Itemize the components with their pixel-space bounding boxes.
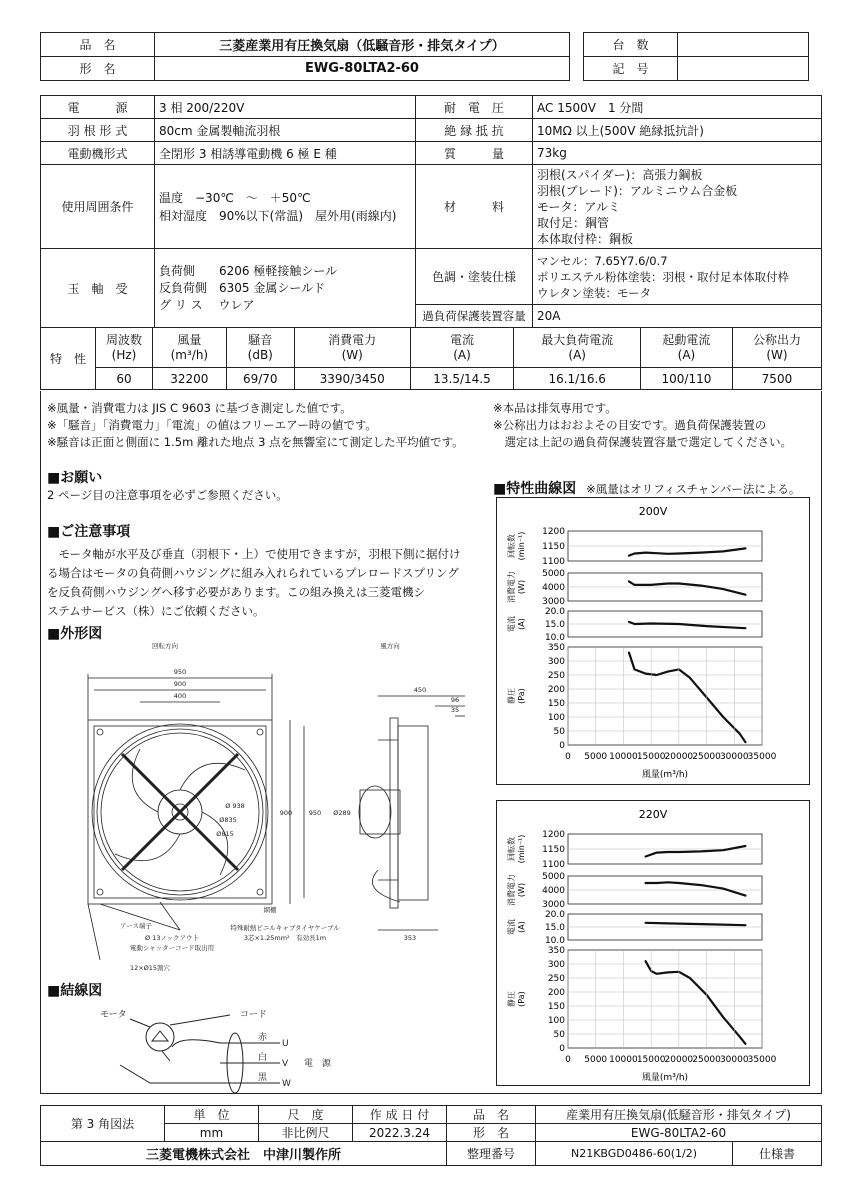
spec-label: 玉 軸 受 — [41, 249, 155, 328]
katamei-value: EWG-80LTA2-60 — [155, 57, 570, 81]
shakudo-label: 尺 度 — [259, 1106, 353, 1124]
x-tick-label: 35000 — [747, 1055, 777, 1065]
y-tick-label: 100 — [547, 1016, 565, 1026]
header-unit: (A) — [453, 347, 471, 362]
y-axis-label: 静圧 — [507, 991, 516, 1007]
y-tick-label: 1150 — [542, 542, 565, 552]
wire-color: 白 — [258, 1053, 268, 1063]
dim-label: 950 — [173, 668, 187, 676]
katamei-label: 形 名 — [41, 57, 155, 81]
y-tick-label: 4000 — [542, 886, 565, 896]
note-line: ※騒音は正面と側面に 1.5m 離れた地点 3 点を無響室にて測定した平均値です。 — [47, 435, 464, 449]
spec-value: 20A — [533, 305, 822, 328]
note-label: Ø 13ノックアウト — [145, 934, 199, 942]
chart-200v — [496, 497, 810, 785]
tokusei-header — [410, 328, 514, 368]
gaikei-title: ■外形図 — [47, 626, 103, 642]
x-tick-label: 5000 — [584, 1055, 608, 1065]
seiri-value: N21KBGD0486-60(1/2) — [536, 1142, 733, 1166]
series-line — [629, 622, 745, 628]
y-tick-label: 150 — [547, 1002, 565, 1012]
tokusei-value: 60 — [96, 368, 153, 390]
zairyo-line: 羽根(スパイダー)：高張力鋼板 — [537, 167, 703, 182]
shikicho-value — [533, 249, 822, 305]
dim-label: Ø 938 — [225, 802, 245, 810]
y-axis-unit: (Pa) — [517, 688, 526, 704]
y-tick-label: 200 — [547, 988, 565, 998]
note-label: アース端子 — [120, 922, 152, 930]
zairyo-line: モータ：アルミ — [537, 199, 621, 214]
chui-title: ■ご注意事項 — [47, 524, 131, 540]
shikicho-line: ポリエステル粉体塗装：羽根・取付足本体取付枠 — [537, 269, 789, 284]
header-text: 電流 — [449, 332, 474, 347]
header-text: 最大負荷電流 — [541, 332, 614, 347]
katamei-value: EWG-80LTA2-60 — [536, 1124, 822, 1142]
x-tick-label: 25000 — [692, 1055, 721, 1065]
daisu-value — [678, 33, 809, 57]
onegai-text: 2 ページ目の注意事項を必ずご参照ください。 — [47, 488, 288, 502]
wire-color: 黒 — [258, 1073, 268, 1083]
panel-frame — [568, 950, 762, 1048]
rotation-label: 回転方向 — [152, 642, 178, 650]
tokusei-value: 7500 — [732, 368, 821, 390]
sakusei-value: 2022.3.24 — [353, 1124, 447, 1142]
kessen-diagram — [90, 1005, 350, 1093]
y-axis-unit: (W) — [517, 579, 526, 595]
shiyo-value — [155, 165, 416, 249]
y-tick-label: 15.0 — [544, 620, 565, 630]
series-line — [646, 923, 746, 925]
y-tick-label: 250 — [547, 671, 565, 681]
footer-table — [40, 1105, 822, 1166]
header-unit: (dB) — [247, 347, 273, 362]
series-line — [646, 882, 746, 895]
phase-label: W — [282, 1079, 291, 1089]
y-axis-label: 電流 — [507, 919, 516, 935]
dim-label: 950 — [308, 809, 322, 817]
chui-line: ステムサービス（株）にご依頼ください。 — [47, 604, 265, 618]
spec-label: 質 量 — [416, 142, 533, 165]
dim-label: 400 — [173, 692, 187, 700]
x-tick-label: 30000 — [719, 1055, 749, 1065]
series-line — [646, 961, 746, 1044]
zairyo-line: 取付足：鋼管 — [537, 215, 610, 230]
y-tick-label: 15.0 — [544, 923, 565, 933]
header-unit: (A) — [568, 347, 586, 362]
y-tick-label: 1100 — [542, 557, 565, 567]
shikicho-line: マンセル：7.65Y7.6/0.7 — [537, 253, 668, 268]
header-text: 公称出力 — [752, 332, 801, 347]
zairyo-value — [533, 165, 822, 249]
chart-title: 220V — [638, 808, 668, 821]
tokusei-header — [153, 328, 227, 368]
tokusei-header — [226, 328, 294, 368]
dim-label: 353 — [403, 934, 417, 942]
spec-label: 過負荷保護装置容量 — [416, 305, 533, 328]
y-tick-label: 350 — [547, 946, 565, 956]
x-axis-label: 風量(m³/h) — [641, 770, 689, 780]
spec-label: 材 料 — [416, 165, 533, 249]
spec-value: 80cm 金属製軸流羽根 — [155, 119, 416, 142]
y-tick-label: 3000 — [542, 900, 565, 910]
spec-value: 73kg — [533, 142, 822, 165]
y-axis-unit: (A) — [517, 618, 526, 630]
x-tick-label: 20000 — [664, 752, 694, 762]
tokusei-value: 13.5/14.5 — [410, 368, 514, 390]
header-unit: (W) — [766, 347, 788, 362]
dim-label: 35 — [450, 706, 460, 714]
header-text: 消費電力 — [328, 332, 377, 347]
y-tick-label: 1200 — [542, 527, 565, 537]
hinmei-label: 品 名 — [41, 33, 155, 57]
hinmei-label: 品 名 — [447, 1106, 536, 1124]
sakusei-label: 作 成 日 付 — [353, 1106, 447, 1124]
y-axis-label: 回転数 — [507, 534, 516, 558]
tokusei-value: 32200 — [153, 368, 227, 390]
spec-value: 10MΩ 以上(500V 絶縁抵抗計) — [533, 119, 822, 142]
dim-label: 900 — [173, 680, 187, 688]
tokusei-heading — [493, 478, 800, 498]
kessen-title: ■結線図 — [47, 983, 103, 999]
note-line: ※「騒音」「消費電力」「電流」の値はフリーエアー時の値です。 — [47, 418, 377, 432]
header-table — [40, 32, 570, 81]
y-tick-label: 200 — [547, 685, 565, 695]
y-axis-label: 消費電力 — [507, 874, 516, 906]
x-tick-label: 10000 — [609, 1055, 638, 1065]
note-label: 電動シャッターコード取出用 — [129, 944, 215, 952]
y-tick-label: 0 — [559, 741, 565, 751]
note-line: ※公称出力はおおよその目安です。過負荷保護装置の — [493, 418, 767, 432]
jiku-line: 反負荷側 6305 金属シールド — [159, 280, 326, 295]
note-line: ※本品は排気専用です。 — [493, 401, 617, 415]
y-axis-label: 消費電力 — [507, 571, 516, 603]
dim-label: 900 — [279, 809, 293, 817]
tokusei-value: 69/70 — [226, 368, 294, 390]
wind-label: 風方向 — [380, 642, 400, 650]
chart-title: 200V — [638, 505, 668, 518]
series-line — [629, 548, 745, 555]
y-tick-label: 20.0 — [544, 910, 565, 920]
x-tick-label: 5000 — [584, 752, 608, 762]
header-unit: (A) — [677, 347, 696, 362]
onegai-title: ■お願い — [47, 470, 103, 486]
spec-label: 色調・塗装仕様 — [416, 249, 533, 305]
tani-label: 単 位 — [165, 1106, 259, 1124]
tokusei-value: 100/110 — [640, 368, 732, 390]
spec-label: 電 源 — [41, 96, 155, 119]
y-tick-label: 1100 — [542, 860, 565, 870]
y-axis-unit: (min⁻¹) — [517, 834, 526, 864]
spec-label: 絶 縁 抵 抗 — [416, 119, 533, 142]
y-axis-unit: (W) — [517, 882, 526, 898]
phase-label: U — [282, 1039, 289, 1049]
chui-line: モータ軸が水平及び垂直（羽根下・上）で使用できますが，羽根下側に据付け — [47, 547, 461, 561]
x-tick-label: 25000 — [692, 752, 721, 762]
header-unit: (W) — [341, 347, 363, 362]
kigo-label: 記 号 — [584, 57, 678, 81]
chart-border — [497, 498, 810, 785]
header-side-table — [583, 32, 809, 81]
dim-label: Ø815 — [216, 830, 234, 838]
y-tick-label: 300 — [547, 960, 565, 970]
tokusei-value: 16.1/16.6 — [514, 368, 641, 390]
tokusei-header — [514, 328, 641, 368]
header-text: 騒音 — [248, 332, 273, 347]
jiku-value — [155, 249, 416, 328]
kigo-value — [678, 57, 809, 81]
jiku-line: グ リ ス ウレア — [159, 297, 255, 312]
note-label: 3芯×1.25mm² 有効長1m — [243, 934, 327, 942]
zairyo-line: 羽根(ブレード)：アルミニウム合金板 — [537, 183, 738, 198]
y-tick-label: 100 — [547, 713, 565, 723]
note-label: 特殊耐熱ビニルキャブタイヤケーブル — [230, 924, 340, 932]
y-tick-label: 3000 — [542, 597, 565, 607]
y-axis-label: 電流 — [507, 616, 516, 632]
tokusei-note: ※風量はオリフィスチャンバー法による。 — [586, 482, 801, 496]
header-unit: (m³/h) — [170, 347, 209, 362]
header-text: 周波数 — [105, 332, 142, 347]
tokusei-label: 特 性 — [41, 328, 96, 390]
header-unit: (Hz) — [111, 347, 137, 362]
y-axis-unit: (A) — [517, 921, 526, 933]
y-tick-label: 50 — [553, 727, 565, 737]
daisu-label: 台 数 — [584, 33, 678, 57]
chui-line: を反負荷側ハウジングへ移す必要があります。この組み換えは三菱電機シ — [47, 585, 426, 599]
y-tick-label: 300 — [547, 657, 565, 667]
tokusei-title: ■特性曲線図 — [493, 481, 577, 497]
shakudo-value: 非比例尺 — [259, 1124, 353, 1142]
y-tick-label: 1150 — [542, 845, 565, 855]
note-line: ※風量・消費電力は JIS C 9603 に基づき測定した値です。 — [47, 401, 352, 415]
y-tick-label: 5000 — [542, 872, 565, 882]
tokusei-header — [294, 328, 410, 368]
dim-label: 96 — [450, 696, 460, 704]
notes-right — [493, 400, 813, 451]
y-axis-label: 静圧 — [507, 688, 516, 704]
company-name: 三菱電機株式会社 中津川製作所 — [41, 1142, 447, 1166]
dim-label: 450 — [413, 686, 427, 694]
y-tick-label: 50 — [553, 1030, 565, 1040]
y-tick-label: 350 — [547, 643, 565, 653]
dengen-label: 電 源 — [304, 1059, 332, 1069]
x-tick-label: 20000 — [664, 1055, 694, 1065]
note-label: 網棚 — [263, 906, 277, 914]
spec-label: 羽 根 形 式 — [41, 119, 155, 142]
note-label: 12×Ø15割穴 — [129, 964, 171, 972]
x-axis-label: 風量(m³/h) — [641, 1073, 689, 1083]
gaikei-drawing — [60, 640, 480, 980]
daisan-label: 第 3 角図法 — [41, 1106, 165, 1142]
note-line: 選定は上記の過負荷保護装置容量で選定してください。 — [493, 435, 792, 449]
header-text: 風量 — [177, 332, 202, 347]
spec-value: AC 1500V 1 分間 — [533, 96, 822, 119]
phase-label: V — [282, 1059, 289, 1069]
spec-label: 使用周囲条件 — [41, 165, 155, 249]
dim-label: Ø835 — [219, 816, 237, 824]
y-tick-label: 10.0 — [544, 633, 565, 643]
y-axis-label: 回転数 — [507, 837, 516, 861]
wire-color: 赤 — [258, 1033, 268, 1043]
shiyosho-label: 仕様書 — [733, 1142, 822, 1166]
y-tick-label: 10.0 — [544, 936, 565, 946]
chart-220v — [496, 800, 810, 1086]
series-line — [646, 846, 746, 857]
x-tick-label: 10000 — [609, 752, 638, 762]
x-tick-label: 15000 — [636, 1055, 666, 1065]
x-tick-label: 30000 — [719, 752, 749, 762]
spec-value: 3 相 200/220V — [155, 96, 416, 119]
hinmei-value: 三菱産業用有圧換気扇（低騒音形・排気タイプ） — [155, 33, 570, 57]
x-tick-label: 35000 — [747, 752, 777, 762]
header-text: 起動電流 — [662, 332, 711, 347]
shiyo-line: 温度 −30℃ ～ ＋50℃ — [159, 190, 311, 205]
series-line — [629, 653, 745, 743]
y-tick-label: 20.0 — [544, 607, 565, 617]
series-line — [629, 581, 745, 594]
notes-left — [47, 400, 497, 451]
x-tick-label: 0 — [565, 1055, 571, 1065]
panel-frame — [568, 647, 762, 745]
tokusei-value: 3390/3450 — [294, 368, 410, 390]
chui-line: る場合はモータの負荷側ハウジングに組み入れられているプレロードスプリング — [47, 566, 459, 580]
y-axis-unit: (Pa) — [517, 991, 526, 1007]
tokusei-table — [40, 327, 822, 390]
spec-label: 耐 電 圧 — [416, 96, 533, 119]
y-tick-label: 5000 — [542, 569, 565, 579]
y-tick-label: 0 — [559, 1044, 565, 1054]
dim-label: Ø289 — [333, 809, 351, 817]
y-tick-label: 4000 — [542, 583, 565, 593]
chui-text — [47, 545, 487, 621]
shikicho-line: ウレタン塗装：モータ — [537, 285, 652, 300]
shiyo-line: 相対湿度 90%以下(常温) 屋外用(雨線内) — [159, 208, 397, 223]
x-tick-label: 0 — [565, 752, 571, 762]
seiri-label: 整理番号 — [447, 1142, 536, 1166]
motor-label: モータ — [100, 1010, 127, 1020]
tokusei-header — [96, 328, 153, 368]
y-tick-label: 1200 — [542, 830, 565, 840]
cord-label: コード — [240, 1010, 268, 1020]
tokusei-header — [732, 328, 821, 368]
x-tick-label: 15000 — [636, 752, 666, 762]
jiku-line: 負荷側 6206 極軽接触シール — [159, 263, 338, 278]
y-axis-unit: (min⁻¹) — [517, 531, 526, 561]
y-tick-label: 250 — [547, 974, 565, 984]
hinmei-value: 産業用有圧換気扇(低騒音形・排気タイプ) — [536, 1106, 822, 1124]
spec-value: 全閉形 3 相誘導電動機 6 極 E 種 — [155, 142, 416, 165]
zairyo-line: 本体取付枠：鋼板 — [537, 231, 634, 246]
spec-table — [40, 95, 822, 328]
tokusei-header — [640, 328, 732, 368]
katamei-label: 形 名 — [447, 1124, 536, 1142]
tani-value: mm — [165, 1124, 259, 1142]
spec-label: 電動機形式 — [41, 142, 155, 165]
y-tick-label: 150 — [547, 699, 565, 709]
chart-border — [497, 801, 810, 1086]
